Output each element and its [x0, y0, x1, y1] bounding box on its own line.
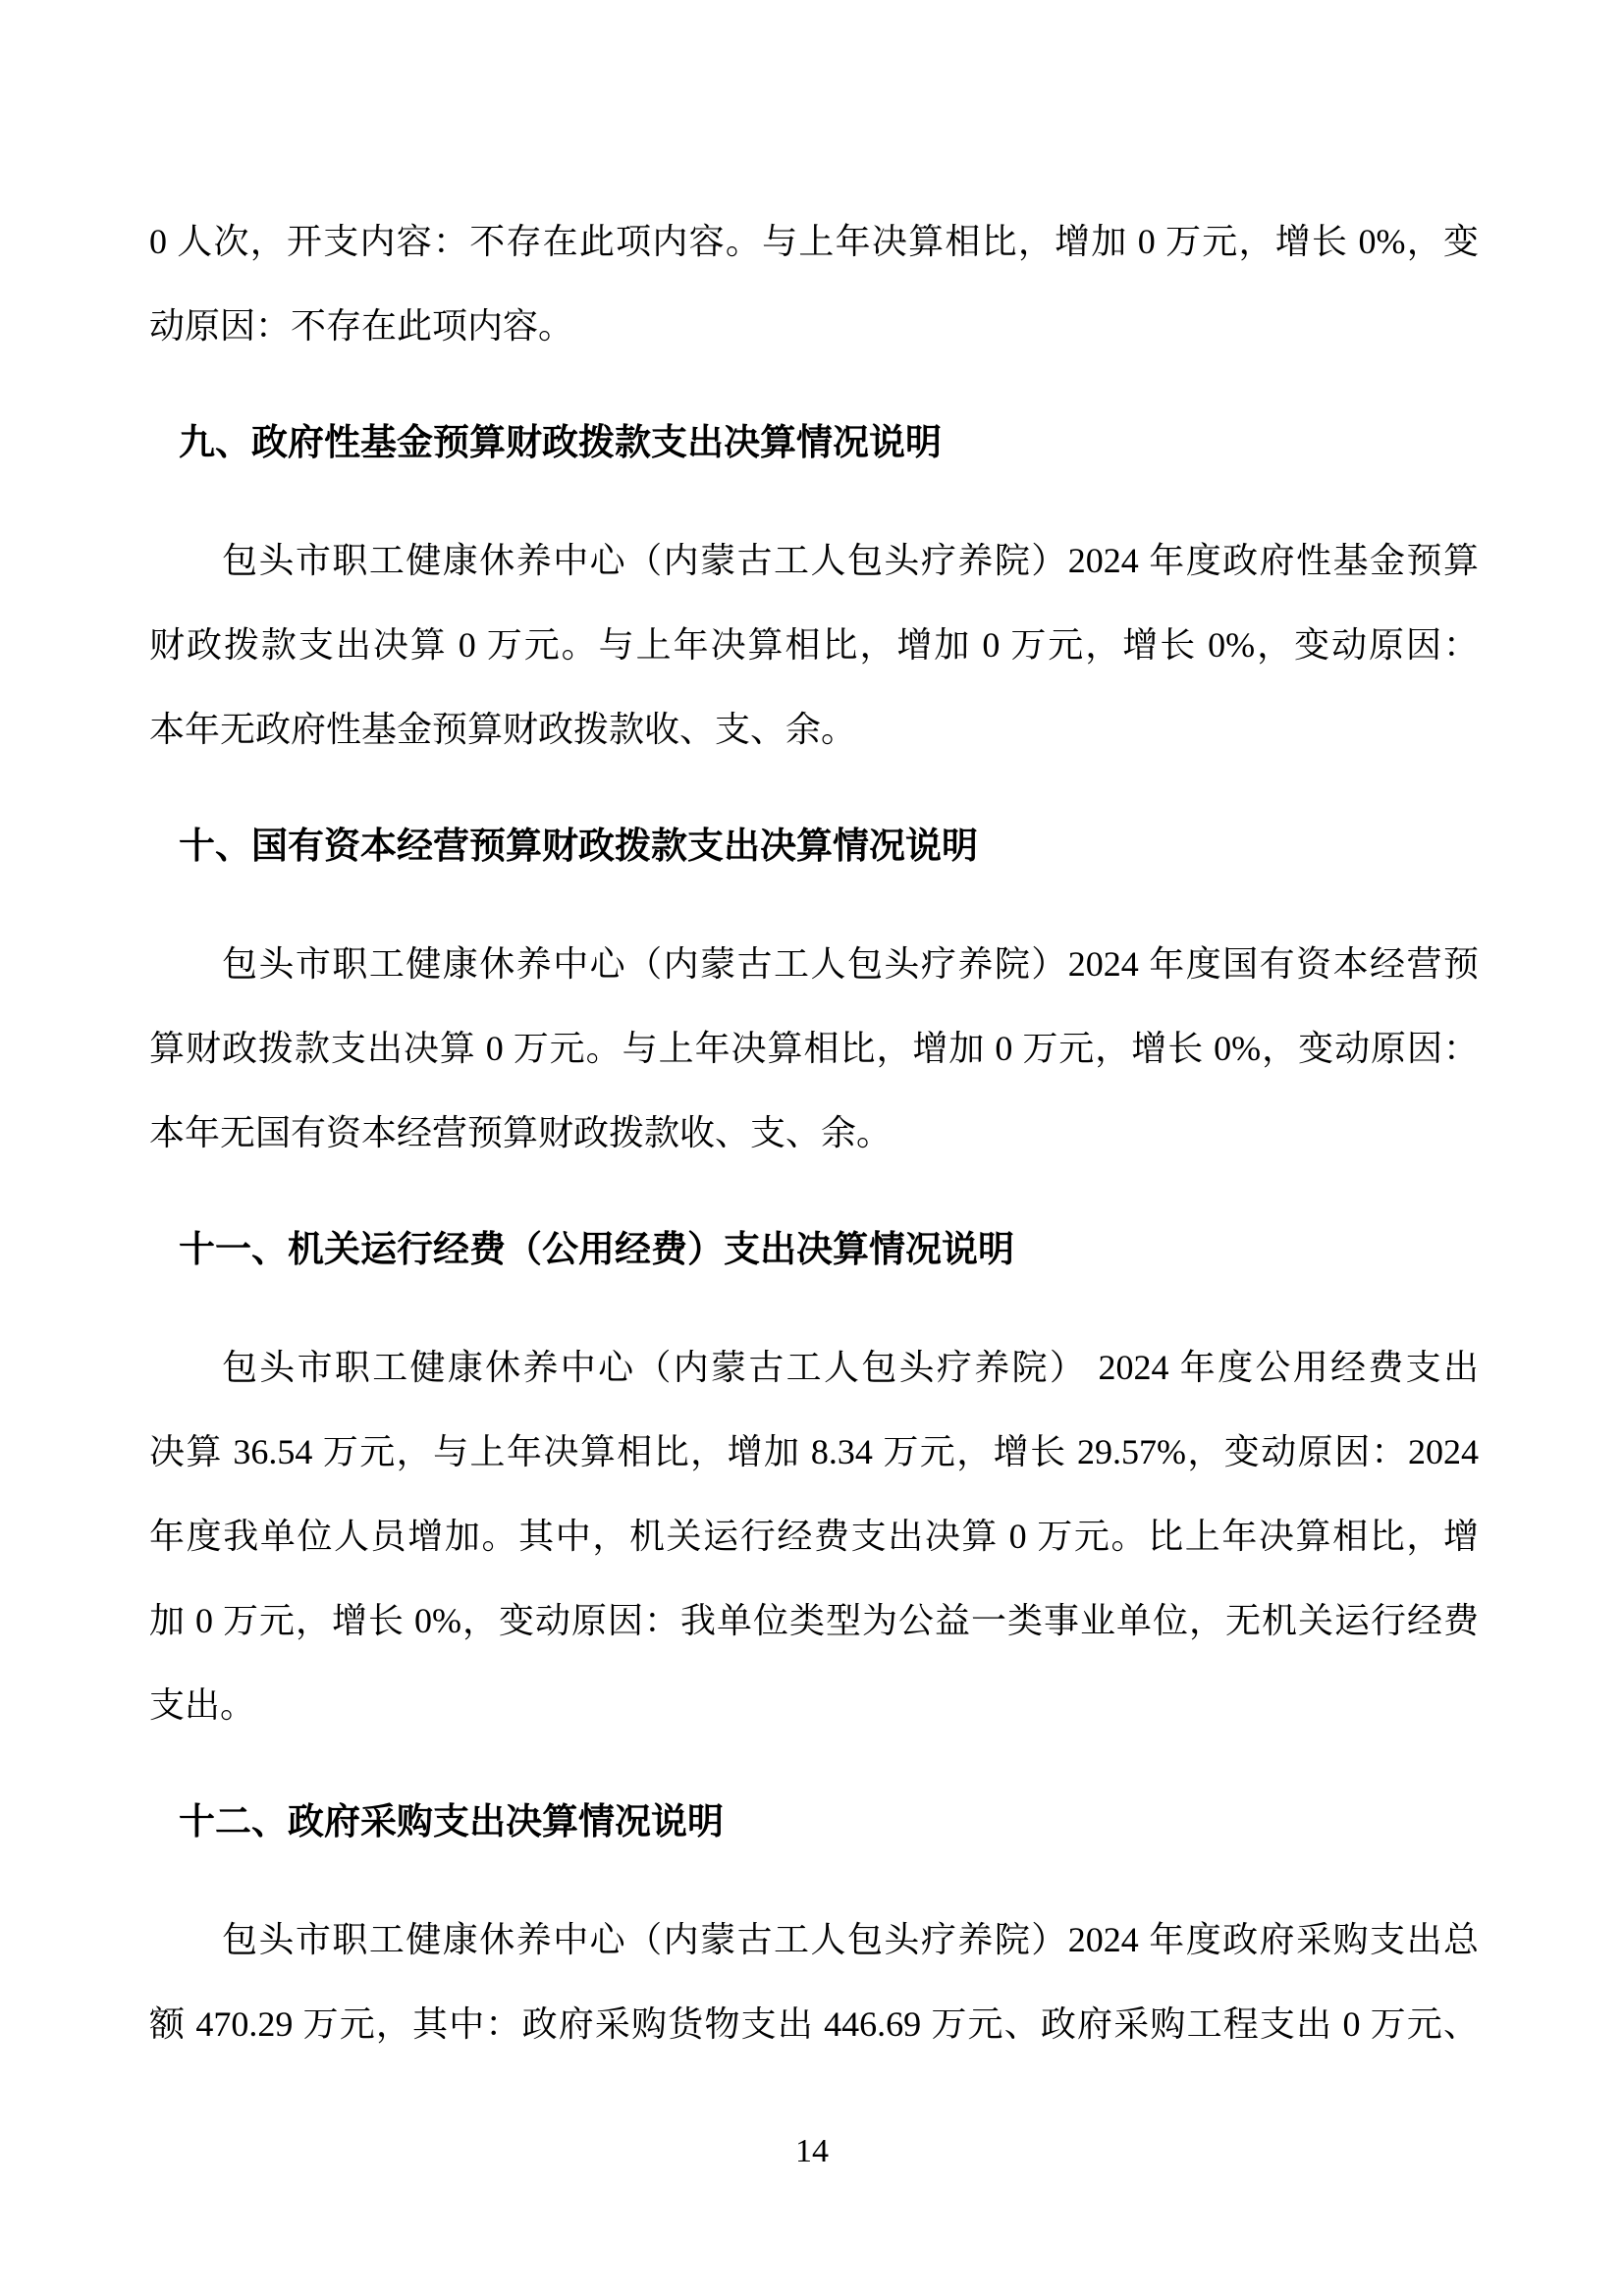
body-line: 算财政拨款支出决算 0 万元。与上年决算相比，增加 0 万元，增长 0%，变动原因：: [149, 1029, 1479, 1068]
body-line: 包头市职工健康休养中心（内蒙古工人包头疗养院）2024 年度国有资本经营预: [222, 944, 1479, 984]
section-12-paragraph: [149, 1897, 1479, 2066]
body-line: 支出。: [149, 1685, 256, 1725]
body-line: 0 人次，开支内容：不存在此项内容。与上年决算相比，增加 0 万元，增长 0%，变: [149, 222, 1479, 261]
section-heading-11: 十一、机关运行经费（公用经费）支出决算情况说明: [179, 1229, 1014, 1269]
body-line: 决算 36.54 万元，与上年决算相比，增加 8.34 万元，增长 29.57%，变动原因：2024: [149, 1432, 1479, 1471]
document-content: [149, 0, 1479, 2066]
body-line: 本年无国有资本经营预算财政拨款收、支、余。: [149, 1113, 893, 1152]
body-line: 财政拨款支出决算 0 万元。与上年决算相比，增加 0 万元，增长 0%，变动原因：: [149, 625, 1479, 665]
section-11-paragraph: [149, 1325, 1479, 1747]
body-line: 加 0 万元，增长 0%，变动原因：我单位类型为公益一类事业单位，无机关运行经费: [149, 1601, 1479, 1640]
section-heading-12: 十二、政府采购支出决算情况说明: [179, 1801, 724, 1842]
body-line: 包头市职工健康休养中心（内蒙古工人包头疗养院）2024 年度政府性基金预算: [222, 541, 1479, 580]
continuation-paragraph: [149, 199, 1479, 368]
body-line: 额 470.29 万元，其中：政府采购货物支出 446.69 万元、政府采购工程支出 0 万元、: [149, 2004, 1479, 2044]
body-line: 本年无政府性基金预算财政拨款收、支、余。: [149, 710, 857, 749]
body-line: 年度我单位人员增加。其中，机关运行经费支出决算 0 万元。比上年决算相比，增: [149, 1517, 1479, 1556]
body-line: 包头市职工健康休养中心（内蒙古工人包头疗养院） 2024 年度公用经费支出: [222, 1348, 1479, 1387]
section-heading-10: 十、国有资本经营预算财政拨款支出决算情况说明: [179, 826, 978, 866]
section-10-paragraph: [149, 922, 1479, 1175]
section-9-paragraph: [149, 518, 1479, 772]
section-heading-9: 九、政府性基金预算财政拨款支出决算情况说明: [179, 422, 942, 462]
body-line: 动原因：不存在此项内容。: [149, 306, 574, 346]
body-line: 包头市职工健康休养中心（内蒙古工人包头疗养院）2024 年度政府采购支出总: [222, 1920, 1479, 1959]
page-number: 14: [795, 2133, 829, 2169]
